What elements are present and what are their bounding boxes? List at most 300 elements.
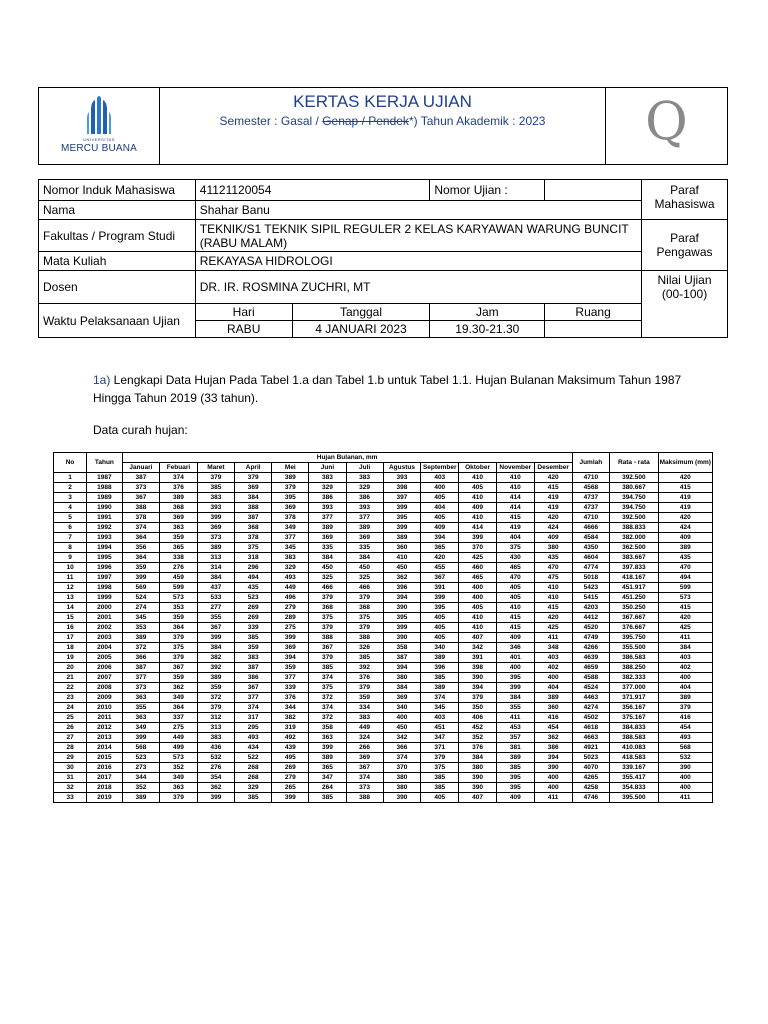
table-cell: 395 [383,513,421,523]
table-cell: 384.833 [610,723,658,733]
table-cell: 410 [534,593,572,603]
table-cell: 436 [197,743,234,753]
table-cell: 379 [197,473,234,483]
table-cell: 349 [160,693,198,703]
table-cell: 451.917 [610,583,658,593]
table-cell: 379 [309,653,346,663]
table-cell: 368 [235,523,272,533]
table-cell: 2 [54,483,87,493]
table-cell: 375 [235,543,272,553]
table-cell: 295 [235,723,272,733]
table-cell: 493 [658,733,712,743]
table-cell: 2005 [87,653,122,663]
table-cell: 4524 [572,683,610,693]
table-cell: 493 [235,733,272,743]
table-cell: 339 [272,683,309,693]
table-cell: 5423 [572,583,610,593]
table-cell: 450 [346,563,383,573]
table-cell: 1996 [87,563,122,573]
table-cell: 415 [496,623,534,633]
table-cell: 334 [346,703,383,713]
table-cell: 277 [197,603,234,613]
table-cell: 4412 [572,613,610,623]
table-cell: 394 [459,683,497,693]
table-cell: 359 [346,693,383,703]
table-cell: 2006 [87,663,122,673]
table-cell: 374 [421,693,459,703]
table-cell: 269 [272,763,309,773]
table-cell: 380 [383,773,421,783]
table-cell: 425 [534,623,572,633]
table-cell: 276 [160,563,198,573]
table-cell: 374 [122,523,160,533]
table-cell: 383 [197,493,234,503]
table-cell: 390 [534,763,572,773]
table-cell: 344 [122,773,160,783]
faculty-label: Fakultas / Program Studi [39,220,196,252]
table-cell: 370 [383,763,421,773]
table-cell: 33 [54,793,87,803]
col-month: Febuari [160,463,198,473]
table-cell: 399 [383,623,421,633]
table-cell: 379 [421,753,459,763]
col-month: Juli [346,463,383,473]
table-cell: 379 [658,703,712,713]
table-cell: 392 [346,663,383,673]
table-cell: 385 [421,673,459,683]
table-cell: 354.833 [610,783,658,793]
table-cell: 384 [346,553,383,563]
exam-number-label: Nomor Ujian : [430,180,545,201]
table-cell: 410 [534,583,572,593]
table-cell: 383 [197,733,234,743]
table-cell: 388 [309,633,346,643]
table-cell: 273 [122,763,160,773]
table-cell: 573 [658,593,712,603]
table-cell: 385 [421,783,459,793]
table-cell: 399 [197,513,234,523]
table-cell: 378 [272,513,309,523]
table-cell: 369 [346,533,383,543]
table-cell: 453 [496,723,534,733]
table-cell: 400 [534,673,572,683]
table-cell: 357 [496,733,534,743]
table-cell: 374 [160,473,198,483]
table-row [54,483,713,493]
table-cell: 368 [160,503,198,513]
table-cell: 2009 [87,693,122,703]
table-cell: 28 [54,743,87,753]
table-cell: 418.167 [610,573,658,583]
table-cell: 364 [160,623,198,633]
table-cell: 4520 [572,623,610,633]
table-cell: 385 [235,633,272,643]
table-cell: 366 [122,653,160,663]
rainfall-table [53,452,713,803]
table-cell: 377 [235,693,272,703]
table-cell: 415 [496,613,534,623]
table-cell: 388.833 [610,523,658,533]
table-cell: 360 [383,543,421,553]
table-cell: 386 [309,493,346,503]
table-cell: 389 [197,673,234,683]
table-cell: 363 [122,693,160,703]
table-cell: 465 [496,563,534,573]
table-cell: 382.000 [610,533,658,543]
table-cell: 470 [534,563,572,573]
table-cell: 2013 [87,733,122,743]
table-cell: 409 [534,533,572,543]
table-cell: 359 [160,673,198,683]
table-cell: 374 [309,703,346,713]
table-cell: 404 [421,503,459,513]
table-cell: 410 [496,483,534,493]
table-cell: 568 [122,743,160,753]
table-cell: 410 [496,603,534,613]
table-cell: 383 [346,473,383,483]
table-row [54,523,713,533]
table-cell: 385 [197,483,234,493]
lecturer-value: DR. IR. ROSMINA ZUCHRI, MT [195,271,641,304]
table-cell: 269 [235,613,272,623]
table-cell: 367 [421,573,459,583]
table-cell: 13 [54,593,87,603]
table-cell: 405 [421,513,459,523]
table-cell: 6 [54,523,87,533]
table-cell: 362 [534,733,572,743]
university-logo [39,88,159,166]
table-cell: 365 [309,763,346,773]
table-row [54,723,713,733]
table-cell: 2008 [87,683,122,693]
col-no: No [54,453,87,473]
table-cell: 375 [309,613,346,623]
table-cell: 371 [421,743,459,753]
table-cell: 400 [658,783,712,793]
table-cell: 434 [235,743,272,753]
table-cell: 389 [122,793,160,803]
table-cell: 404 [534,683,572,693]
table-cell: 4463 [572,693,610,703]
student-info-table [38,179,728,338]
table-cell: 405 [496,583,534,593]
table-cell: 342 [459,643,497,653]
table-cell: 470 [496,573,534,583]
table-cell: 318 [235,553,272,563]
table-cell: 415 [658,483,712,493]
table-cell: 389 [383,533,421,543]
table-cell: 340 [421,643,459,653]
table-cell: 399 [421,593,459,603]
table-cell: 1987 [87,473,122,483]
table-cell: 362 [383,573,421,583]
table-cell: 379 [309,623,346,633]
table-cell: 523 [235,593,272,603]
table-cell: 437 [197,583,234,593]
table-cell: 391 [421,583,459,593]
table-cell: 329 [272,563,309,573]
table-cell: 380 [383,783,421,793]
table-cell: 385 [309,663,346,673]
col-month: Maret [197,463,234,473]
table-cell: 4350 [572,543,610,553]
table-cell: 399 [122,733,160,743]
table-row [54,753,713,763]
table-cell: 532 [658,753,712,763]
table-cell: 1992 [87,523,122,533]
table-cell: 399 [197,793,234,803]
table-cell: 410 [496,473,534,483]
table-cell: 2011 [87,713,122,723]
table-cell: 340 [383,703,421,713]
table-cell: 2001 [87,613,122,623]
table-cell: 459 [160,573,198,583]
table-cell: 403 [421,473,459,483]
date-value: 4 JANUARI 2023 [292,321,430,338]
hour-value: 19.30-21.30 [430,321,545,338]
table-cell: 379 [272,483,309,493]
col-average: Rata - rata [610,453,658,473]
col-month: Mei [272,463,309,473]
table-cell: 420 [534,613,572,623]
table-cell: 314 [197,563,234,573]
table-cell: 382 [272,713,309,723]
table-cell: 4568 [572,483,610,493]
table-cell: 415 [496,513,534,523]
table-cell: 362.500 [610,543,658,553]
table-cell: 19 [54,653,87,663]
table-cell: 369 [383,693,421,703]
table-cell: 389 [658,693,712,703]
table-cell: 325 [346,573,383,583]
table-cell: 405 [459,603,497,613]
table-cell: 385 [346,653,383,663]
table-cell: 367 [160,663,198,673]
table-row [54,773,713,783]
table-cell: 420 [658,473,712,483]
table-cell: 1989 [87,493,122,503]
question-number: 1a) [93,373,111,387]
table-cell: 399 [496,683,534,693]
col-maximum: Maksimum (mm) [658,453,712,473]
table-cell: 375 [496,543,534,553]
table-cell: 4070 [572,763,610,773]
table-cell: 499 [160,743,198,753]
table-cell: 401 [496,653,534,663]
table-cell: 390 [383,633,421,643]
col-month: Desember [534,463,572,473]
table-cell: 4265 [572,773,610,783]
data-label: Data curah hujan: [93,423,188,437]
exam-header [38,87,728,165]
table-cell: 24 [54,703,87,713]
table-cell: 406 [459,713,497,723]
table-cell: 342 [383,733,421,743]
table-cell: 4203 [572,603,610,613]
table-cell: 363 [309,733,346,743]
table-cell: 369 [272,643,309,653]
table-cell: 372 [309,713,346,723]
table-cell: 355 [197,613,234,623]
table-cell: 7 [54,533,87,543]
table-cell: 384 [496,693,534,703]
table-cell: 420 [658,613,712,623]
table-cell: 430 [496,553,534,563]
table-cell: 379 [346,593,383,603]
table-cell: 289 [272,613,309,623]
table-cell: 460 [459,563,497,573]
table-cell: 354 [197,773,234,783]
table-cell: 420 [658,513,712,523]
table-cell: 388 [122,503,160,513]
table-cell: 17 [54,633,87,643]
table-cell: 4 [54,503,87,513]
table-cell: 355 [496,703,534,713]
table-cell: 279 [272,773,309,783]
table-cell: 279 [272,603,309,613]
table-row [54,493,713,503]
table-cell: 365 [160,543,198,553]
table-cell: 379 [160,633,198,643]
table-cell: 394.750 [610,493,658,503]
table-cell: 23 [54,693,87,703]
table-cell: 390 [383,793,421,803]
col-month: November [496,463,534,473]
table-cell: 470 [658,563,712,573]
table-cell: 410 [459,513,497,523]
table-cell: 383 [235,653,272,663]
table-cell: 379 [160,653,198,663]
table-cell: 522 [235,753,272,763]
student-signature-label: Paraf Mahasiswa [642,180,728,220]
col-month: Oktober [459,463,497,473]
table-cell: 452 [459,723,497,733]
table-cell: 390 [383,603,421,613]
table-cell: 385 [309,793,346,803]
table-cell: 393 [197,503,234,513]
table-cell: 405 [421,613,459,623]
table-cell: 26 [54,723,87,733]
table-cell: 32 [54,783,87,793]
table-cell: 410 [383,553,421,563]
table-cell: 365 [421,543,459,553]
table-cell: 266 [346,743,383,753]
table-cell: 400 [658,673,712,683]
table-row [54,513,713,523]
table-cell: 378 [235,533,272,543]
table-cell: 359 [235,643,272,653]
table-cell: 2000 [87,603,122,613]
table-row [54,553,713,563]
table-cell: 409 [459,503,497,513]
table-cell: 410 [459,493,497,503]
table-cell: 569 [122,583,160,593]
table-cell: 22 [54,683,87,693]
table-cell: 353 [122,623,160,633]
table-cell: 388 [346,793,383,803]
table-cell: 409 [658,533,712,543]
room-value [545,321,642,338]
table-cell: 415 [658,603,712,613]
table-cell: 2017 [87,773,122,783]
table-cell: 364 [122,553,160,563]
table-cell: 388 [235,503,272,513]
table-cell: 389 [496,753,534,763]
table-cell: 16 [54,623,87,633]
table-row [54,663,713,673]
table-cell: 407 [459,633,497,643]
table-cell: 393 [309,503,346,513]
table-cell: 15 [54,613,87,623]
table-cell: 380 [383,673,421,683]
table-cell: 4258 [572,783,610,793]
table-cell: 384 [235,493,272,503]
table-cell: 346 [496,643,534,653]
table-cell: 367 [197,623,234,633]
logo-university-name: MERCU BUANA [60,143,138,154]
table-cell: 369 [160,513,198,523]
table-cell: 2010 [87,703,122,713]
table-cell: 25 [54,713,87,723]
table-cell: 393 [383,473,421,483]
table-cell: 367 [346,763,383,773]
table-cell: 410 [459,623,497,633]
table-cell: 388.250 [610,663,658,673]
table-cell: 405 [421,793,459,803]
table-cell: 369 [272,503,309,513]
table-row [54,533,713,543]
table-cell: 20 [54,663,87,673]
table-cell: 420 [421,553,459,563]
table-cell: 397 [383,493,421,503]
table-cell: 329 [346,483,383,493]
table-cell: 399 [122,573,160,583]
nim-value: 41121120054 [195,180,430,201]
table-row [54,613,713,623]
table-cell: 394 [534,753,572,763]
table-cell: 358 [383,643,421,653]
table-cell: 345 [122,613,160,623]
table-cell: 358 [309,723,346,733]
table-cell: 389 [122,633,160,643]
col-month: Juni [309,463,346,473]
table-cell: 411 [658,633,712,643]
table-cell: 379 [160,793,198,803]
table-cell: 4710 [572,513,610,523]
table-cell: 395 [496,673,534,683]
col-month: September [421,463,459,473]
table-cell: 377 [272,533,309,543]
table-cell: 435 [235,583,272,593]
table-cell: 296 [235,563,272,573]
table-cell: 2002 [87,623,122,633]
table-cell: 418.583 [610,753,658,763]
table-cell: 4588 [572,673,610,683]
table-cell: 400 [658,773,712,783]
table-cell: 400 [534,773,572,783]
table-cell: 373 [122,683,160,693]
table-cell: 2019 [87,793,122,803]
table-cell: 415 [534,483,572,493]
table-cell: 495 [272,753,309,763]
table-cell: 395.750 [610,633,658,643]
table-cell: 5 [54,513,87,523]
table-cell: 420 [534,473,572,483]
table-cell: 363 [160,783,198,793]
table-cell: 356.167 [610,703,658,713]
table-row [54,573,713,583]
table-cell: 372 [309,693,346,703]
